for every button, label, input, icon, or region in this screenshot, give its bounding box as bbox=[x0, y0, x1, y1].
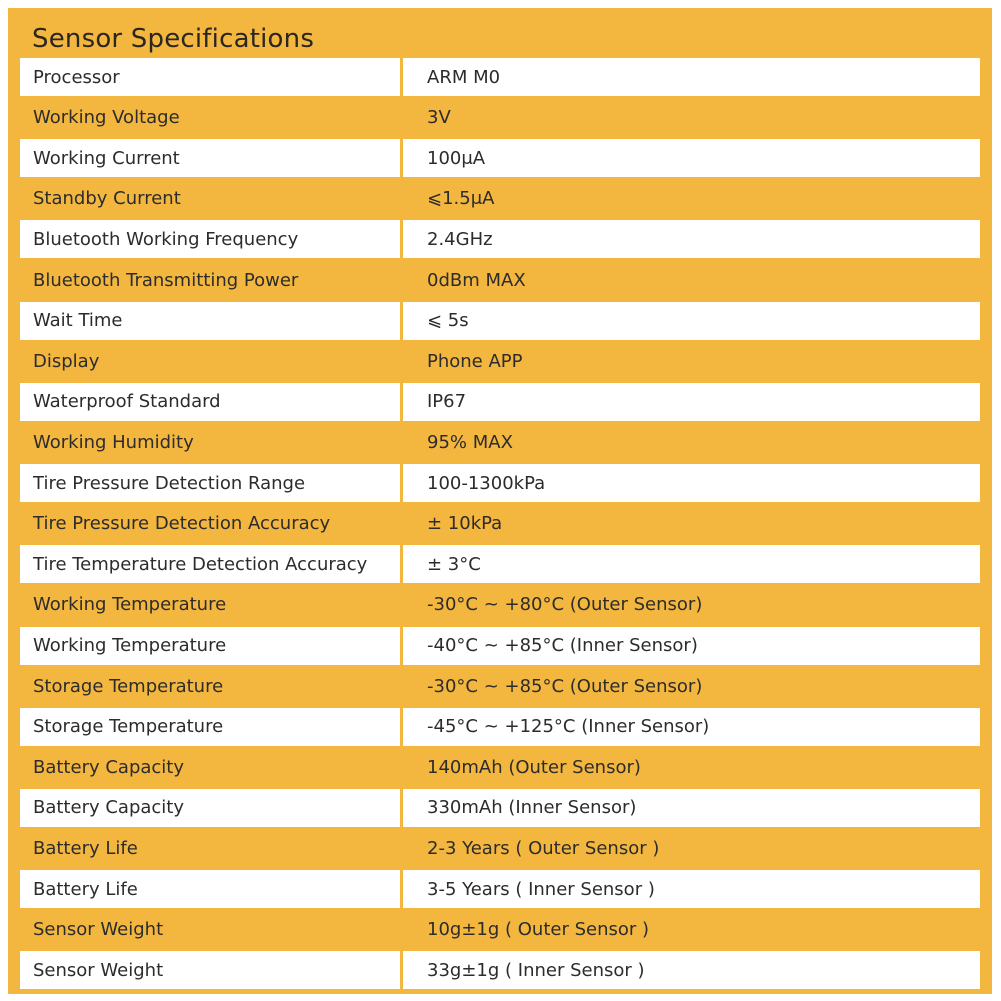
table-row bbox=[20, 464, 980, 502]
spec-table bbox=[20, 58, 980, 992]
spec-value: -40°C ~ +85°C (Inner Sensor) bbox=[403, 627, 980, 665]
spec-value: 140mAh (Outer Sensor) bbox=[403, 748, 980, 786]
table-row bbox=[20, 383, 980, 421]
spec-value: ± 3°C bbox=[403, 545, 980, 583]
spec-label: Working Temperature bbox=[20, 586, 400, 624]
spec-value: 100-1300kPa bbox=[403, 464, 980, 502]
spec-label: Storage Temperature bbox=[20, 708, 400, 746]
spec-value: 0dBm MAX bbox=[403, 261, 980, 299]
spec-value: 3-5 Years ( Inner Sensor ) bbox=[403, 870, 980, 908]
spec-label: Waterproof Standard bbox=[20, 383, 400, 421]
spec-value: ⩽1.5μA bbox=[403, 180, 980, 218]
table-row bbox=[20, 302, 980, 340]
spec-label: Display bbox=[20, 342, 400, 380]
table-row bbox=[20, 342, 980, 380]
spec-label: Tire Temperature Detection Accuracy bbox=[20, 545, 400, 583]
spec-value: -45°C ~ +125°C (Inner Sensor) bbox=[403, 708, 980, 746]
spec-label: Battery Life bbox=[20, 830, 400, 868]
table-row bbox=[20, 789, 980, 827]
spec-value: 33g±1g ( Inner Sensor ) bbox=[403, 951, 980, 989]
spec-label: Battery Life bbox=[20, 870, 400, 908]
spec-value: 330mAh (Inner Sensor) bbox=[403, 789, 980, 827]
spec-label: Tire Pressure Detection Accuracy bbox=[20, 505, 400, 543]
table-row bbox=[20, 586, 980, 624]
spec-label: Processor bbox=[20, 58, 400, 96]
spec-label: Tire Pressure Detection Range bbox=[20, 464, 400, 502]
page-title: Sensor Specifications bbox=[32, 24, 315, 54]
spec-label: Working Humidity bbox=[20, 423, 400, 461]
spec-label: Bluetooth Working Frequency bbox=[20, 220, 400, 258]
spec-value: ⩽ 5s bbox=[403, 302, 980, 340]
spec-label: Working Temperature bbox=[20, 627, 400, 665]
spec-value: 2-3 Years ( Outer Sensor ) bbox=[403, 830, 980, 868]
table-row bbox=[20, 99, 980, 137]
table-row bbox=[20, 180, 980, 218]
spec-value: IP67 bbox=[403, 383, 980, 421]
spec-label: Storage Temperature bbox=[20, 667, 400, 705]
table-row bbox=[20, 627, 980, 665]
table-row bbox=[20, 58, 980, 96]
spec-value: ARM M0 bbox=[403, 58, 980, 96]
table-row bbox=[20, 708, 980, 746]
spec-label: Battery Capacity bbox=[20, 789, 400, 827]
table-row bbox=[20, 830, 980, 868]
spec-value: 95% MAX bbox=[403, 423, 980, 461]
spec-value: 3V bbox=[403, 99, 980, 137]
spec-value: 2.4GHz bbox=[403, 220, 980, 258]
table-row bbox=[20, 951, 980, 989]
spec-value: -30°C ~ +85°C (Outer Sensor) bbox=[403, 667, 980, 705]
spec-label: Working Voltage bbox=[20, 99, 400, 137]
table-row bbox=[20, 139, 980, 177]
table-row bbox=[20, 870, 980, 908]
spec-label: Sensor Weight bbox=[20, 951, 400, 989]
table-row bbox=[20, 423, 980, 461]
spec-label: Working Current bbox=[20, 139, 400, 177]
spec-value: 10g±1g ( Outer Sensor ) bbox=[403, 911, 980, 949]
spec-label: Battery Capacity bbox=[20, 748, 400, 786]
table-row bbox=[20, 505, 980, 543]
table-row bbox=[20, 748, 980, 786]
table-row bbox=[20, 911, 980, 949]
spec-value: ± 10kPa bbox=[403, 505, 980, 543]
spec-sheet bbox=[8, 8, 992, 994]
table-row bbox=[20, 667, 980, 705]
spec-label: Bluetooth Transmitting Power bbox=[20, 261, 400, 299]
spec-value: Phone APP bbox=[403, 342, 980, 380]
table-row bbox=[20, 545, 980, 583]
spec-value: -30°C ~ +80°C (Outer Sensor) bbox=[403, 586, 980, 624]
spec-value: 100μA bbox=[403, 139, 980, 177]
table-row bbox=[20, 261, 980, 299]
spec-label: Sensor Weight bbox=[20, 911, 400, 949]
table-row bbox=[20, 220, 980, 258]
spec-label: Standby Current bbox=[20, 180, 400, 218]
spec-label: Wait Time bbox=[20, 302, 400, 340]
